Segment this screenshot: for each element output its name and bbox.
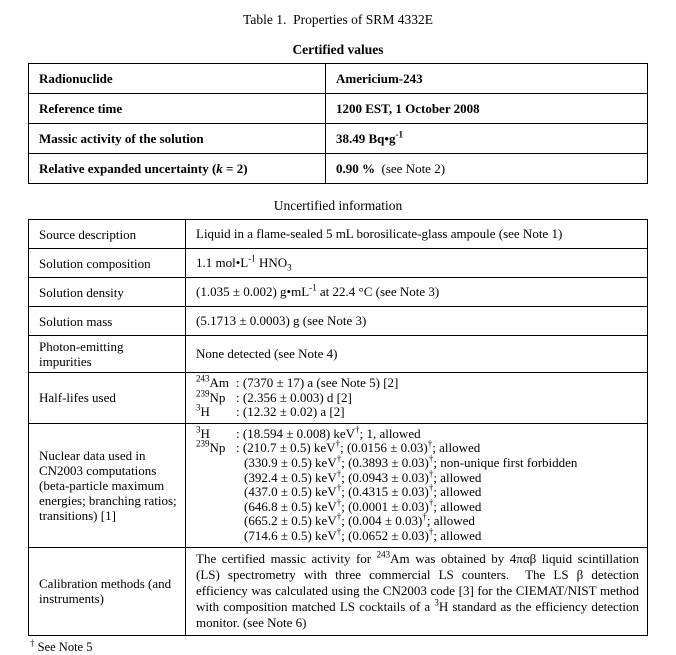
table-row [29, 547, 648, 635]
row-value-solution-density: (1.035 ± 0.002) $g•mL^{-1}$ at 22.4 °C (see Note 3) [186, 278, 648, 307]
row-label-photon-impurities: Photon-emitting impurities [29, 336, 186, 373]
nuclear-data-line: $^{239}$Np : (210.7 ± 0.5) keV†; (0.0156 ± 0.03)†; allowed [196, 439, 481, 456]
row-value-reference-time: 1200 EST, 1 October 2008 [326, 94, 648, 124]
nuclear-data-line: (437.0 ± 0.5) keV†; (0.4315 ± 0.03)†; allowed [244, 482, 482, 500]
row-value-nuclear-data [186, 423, 648, 547]
row-label-expanded-uncertainty: Relative expanded uncertainty (k = 2) [29, 154, 326, 184]
table-row [29, 94, 648, 124]
certified-values-table [28, 63, 648, 184]
row-value-solution-composition: 1.1 $mol•L^{-1}$ $HNO_3$ [186, 249, 648, 278]
half-life-line: $^3$H : (12.32 ± 0.02) a [2] [196, 402, 345, 420]
table-row [29, 373, 648, 424]
row-label-solution-density: Solution density [29, 278, 186, 307]
calibration-paragraph: The certified massic activity for $^{243}$Am was obtained by 4παβ liquid scintillation (LS) spectrometry with three commercial LS counters. The LS β detection efficiency was calculated using the CN2003 code [3] for the CIEMAT/NIST method with composition matched LS cocktails of a $^3$H standard as the efficiency detection monitor. (see Note 6) [196, 549, 640, 631]
row-value-source-description: Liquid in a flame-sealed 5 mL borosilicate-glass ampoule (see Note 1) [186, 220, 648, 249]
half-life-line: $^{239}$Np : (2.356 ± 0.003) d [2] [196, 388, 352, 405]
row-value-photon-impurities: None detected (see Note 4) [186, 336, 648, 373]
nuclear-data-line: (714.6 ± 0.5) keV†; (0.0652 ± 0.03)†; allowed [244, 526, 482, 543]
nuclear-data-line: (392.4 ± 0.5) keV†; (0.0943 ± 0.03)†; allowed [244, 468, 482, 485]
table-row [29, 307, 648, 336]
certified-values-heading: Certified values [292, 42, 384, 57]
table-title: Table 1. Properties of SRM 4332E [243, 12, 433, 27]
row-label-radionuclide: Radionuclide [29, 64, 326, 94]
dagger-footnote [30, 637, 676, 655]
row-label-source-description: Source description [29, 220, 186, 249]
table-row [29, 124, 648, 154]
row-value-calibration-methods [186, 547, 648, 635]
table-row [29, 64, 648, 94]
uncertified-information-heading: Uncertified information [273, 198, 403, 213]
row-value-solution-mass: (5.1713 ± 0.0003) g (see Note 3) [186, 307, 648, 336]
nuclear-data-line: (665.2 ± 0.5) keV†; (0.004 ± 0.03)†; allowed [244, 512, 475, 529]
nuclear-data-line: (330.9 ± 0.5) keV†; (0.3893 ± 0.03)†; non-unique first forbidden [244, 453, 578, 470]
row-label-half-lifes: Half-lifes used [29, 373, 186, 424]
table-row [29, 423, 648, 547]
dagger-symbol: † [30, 637, 35, 648]
nuclear-data-line: $^3$H : (18.594 ± 0.008) keV†; 1, allowed [196, 424, 421, 441]
nuclear-data-line: (646.8 ± 0.5) keV†; (0.0001 ± 0.03)†; allowed [244, 497, 482, 514]
table-row [29, 220, 648, 249]
table-row [29, 278, 648, 307]
row-value-expanded-uncertainty: 0.90 % (see Note 2) [326, 154, 648, 184]
row-label-calibration-methods: Calibration methods (and instruments) [29, 547, 186, 635]
row-label-massic-activity: Massic activity of the solution [29, 124, 326, 154]
table-row [29, 154, 648, 184]
row-label-reference-time: Reference time [29, 94, 326, 124]
row-label-solution-mass: Solution mass [29, 307, 186, 336]
dagger-footnote-text: See Note 5 [37, 639, 93, 654]
row-label-solution-composition: Solution composition [29, 249, 186, 278]
table-row [29, 249, 648, 278]
row-value-massic-activity: 38.49 $Bq•g^{-1}$ [326, 124, 648, 154]
row-value-half-lifes [186, 373, 648, 424]
half-life-line: $^{243}$Am : (7370 ± 17) a (see Note 5) [2] [196, 373, 399, 390]
table-row [29, 336, 648, 373]
row-label-nuclear-data: Nuclear data used in CN2003 computations (beta-particle maximum energies; branching ratios; transitions) [1] [29, 423, 186, 547]
row-value-radionuclide: Americium-243 [326, 64, 648, 94]
uncertified-information-table [28, 219, 648, 636]
